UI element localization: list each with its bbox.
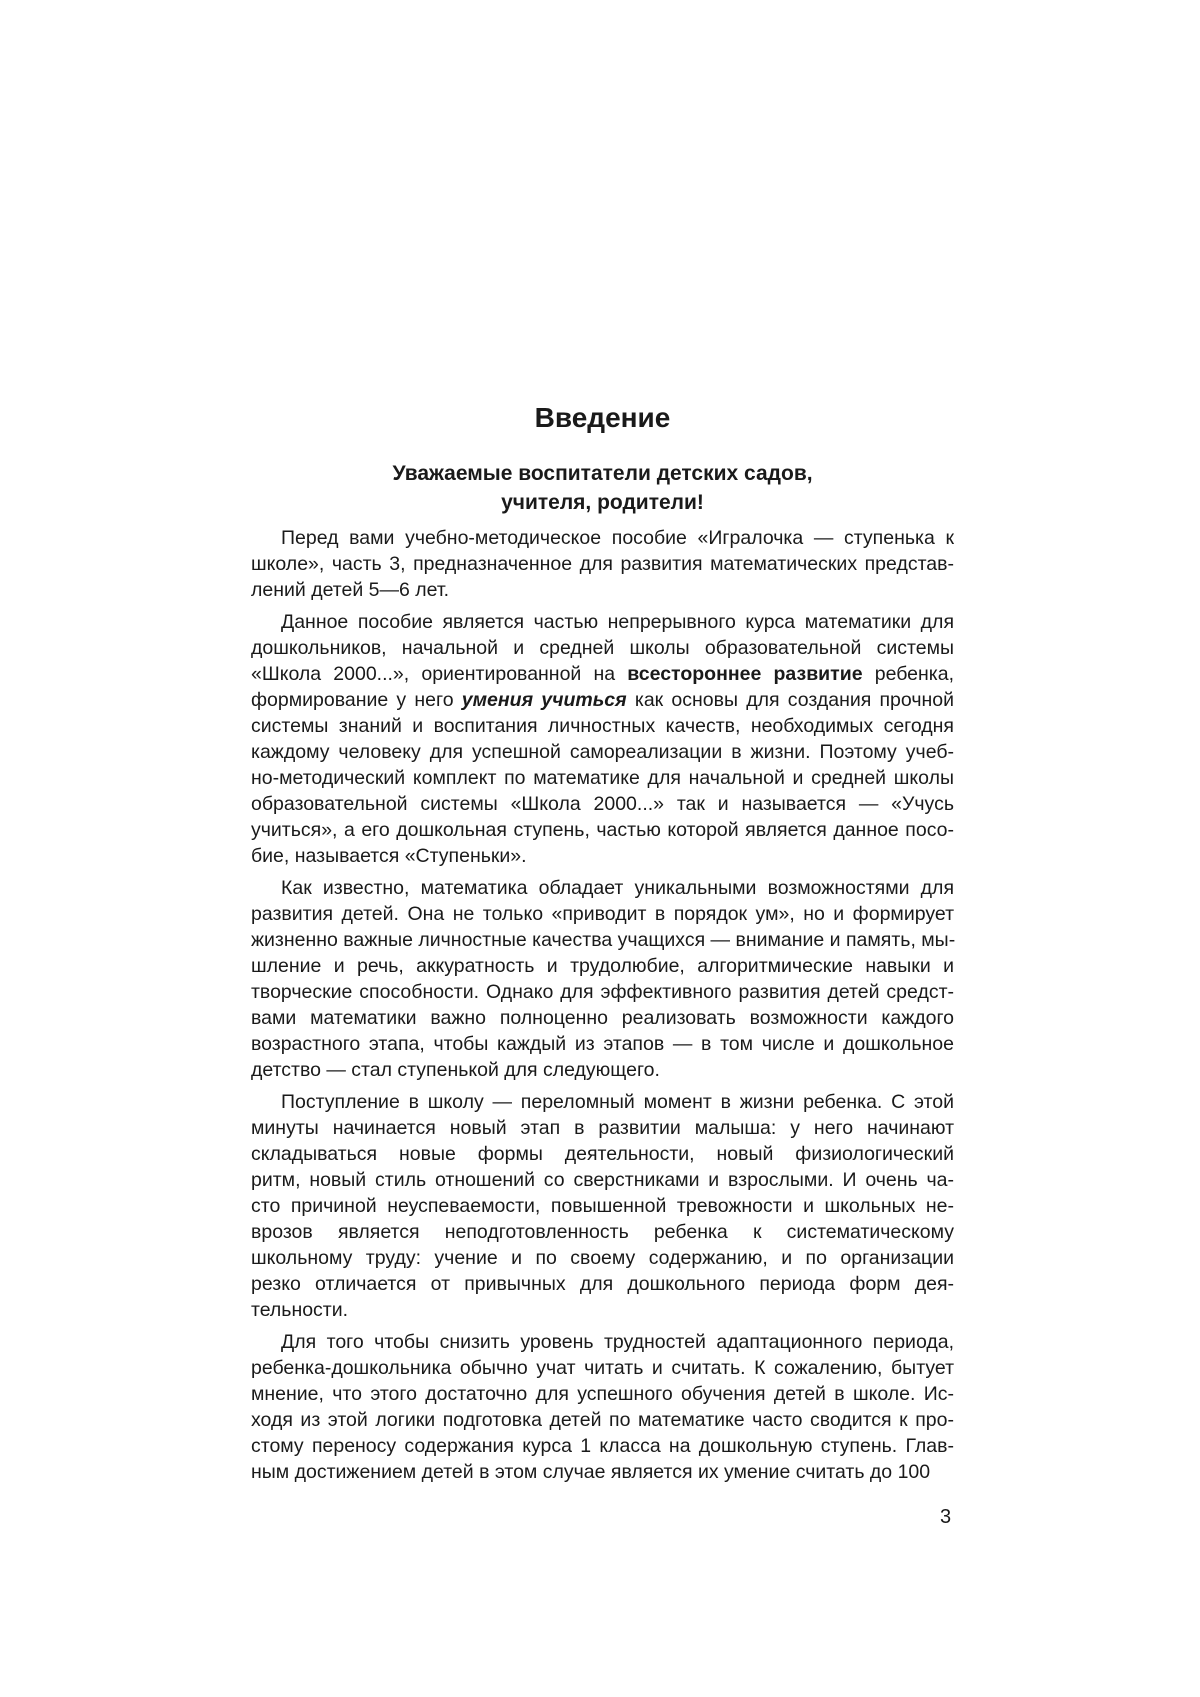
text-line [251, 1271, 954, 1297]
text-line [251, 1167, 954, 1193]
text-line [251, 1459, 954, 1485]
text-line [251, 1433, 954, 1459]
greeting-heading-line: Уважаемые воспитатели детских садов, [392, 462, 813, 485]
text-line [251, 817, 954, 843]
text-segment: «Школа 2000...», ориентированной на [251, 663, 628, 685]
body-text [251, 525, 954, 1485]
text-line [251, 1381, 954, 1407]
text-line [251, 843, 954, 869]
text-segment: бие, называется «Ступеньки». [251, 845, 527, 867]
text-segment: возрастного этапа, чтобы каждый из этапов — в том числе и дошкольное [251, 1033, 954, 1055]
text-segment: школьному труду: учение и по своему содержанию, и по организации [251, 1247, 954, 1269]
text-segment: жизненно важные личностные качества учащихся — внимание и память, мы- [251, 929, 956, 951]
text-line [251, 1005, 954, 1031]
text-line [251, 953, 954, 979]
text-line [251, 875, 954, 901]
text-segment: образовательной системы «Школа 2000...» так и называется — «Учусь [251, 793, 954, 815]
text-segment: складываться новые формы деятельности, новый физиологический [251, 1143, 954, 1165]
greeting-heading-line: учителя, родители! [501, 491, 704, 514]
text-line [251, 1141, 954, 1167]
text-line [251, 765, 954, 791]
paragraph [251, 875, 954, 1083]
text-line [251, 1031, 954, 1057]
text-segment: мнение, что этого достаточно для успешного обучения детей в школе. Ис- [251, 1383, 954, 1405]
text-segment: ходя из этой логики подготовка детей по математике часто сводится к про- [251, 1409, 954, 1431]
text-line [251, 927, 954, 953]
text-line [251, 551, 954, 577]
text-line [251, 979, 954, 1005]
text-segment: дошкольников, начальной и средней школы образовательной системы [251, 637, 954, 659]
text-segment: Как известно, математика обладает уникальными возможностями для [281, 877, 954, 899]
text-segment: тельности. [251, 1299, 349, 1321]
page-number: 3 [940, 1506, 952, 1528]
text-segment: стому переносу содержания курса 1 класса на дошкольную ступень. Глав- [251, 1435, 954, 1457]
paragraph [251, 525, 954, 603]
text-segment: лений детей 5—6 лет. [251, 579, 450, 601]
text-line [251, 1193, 954, 1219]
text-segment: ребенка, [862, 663, 954, 685]
text-line [251, 739, 954, 765]
text-line [251, 1057, 954, 1083]
text-segment: Перед вами учебно-методическое пособие «Игралочка — ступенька к [281, 527, 954, 549]
text-segment: системы знаний и воспитания личностных качеств, необходимых сегодня [251, 715, 954, 737]
text-segment: развития детей. Она не только «приводит в порядок ум», но и формирует [251, 903, 954, 925]
text-line [251, 1115, 954, 1141]
text-line [251, 1329, 954, 1355]
text-segment: каждому человеку для успешной самореализации в жизни. Поэтому учеб- [251, 741, 954, 763]
text-segment: ным достижением детей в этом случае является их умение считать до 100 [251, 1461, 931, 1483]
text-segment: ребенка-дошкольника обычно учат читать и считать. К сожалению, бытует [251, 1357, 954, 1379]
text-segment: как основы для создания прочной [626, 689, 954, 711]
text-segment: ритм, новый стиль отношений со сверстниками и взрослыми. И очень ча- [251, 1169, 954, 1191]
text-segment: резко отличается от привычных для дошкольного периода форм дея- [251, 1273, 954, 1295]
text-line [251, 1219, 954, 1245]
text-line [251, 1245, 954, 1271]
text-line [251, 687, 954, 713]
text-segment: творческие способности. Однако для эффективного развития детей средст- [251, 981, 954, 1003]
text-segment: школе», часть 3, предназначенное для развития математических представ- [251, 553, 954, 575]
text-segment: вами математики важно полноценно реализовать возможности каждого [251, 1007, 954, 1029]
page-title: Введение [534, 402, 671, 433]
text-segment: учиться», а его дошкольная ступень, частью которой является данное посо- [251, 819, 954, 841]
text-line [251, 901, 954, 927]
text-line [251, 609, 954, 635]
text-line [251, 577, 954, 603]
bold-text: всестороннее развитие [627, 663, 863, 685]
paragraph [251, 609, 954, 869]
text-line [251, 791, 954, 817]
bold-italic-text: умения учиться [461, 689, 627, 711]
text-line [251, 1089, 954, 1115]
text-line [251, 713, 954, 739]
text-line [251, 1355, 954, 1381]
text-segment: шление и речь, аккуратность и трудолюбие, алгоритмические навыки и [251, 955, 954, 977]
text-segment: Данное пособие является частью непрерывного курса математики для [281, 611, 954, 633]
document-page [251, 400, 954, 1491]
text-segment: детство — стал ступенькой для следующего. [251, 1059, 660, 1081]
paragraph [251, 1329, 954, 1485]
text-segment: сто причиной неуспеваемости, повышенной тревожности и школьных не- [251, 1195, 954, 1217]
text-line [251, 661, 954, 687]
greeting-heading [251, 459, 954, 517]
text-segment: Для того чтобы снизить уровень трудностей адаптационного периода, [281, 1331, 954, 1353]
text-segment: но-методический комплект по математике для начальной и средней школы [251, 767, 954, 789]
text-line [251, 635, 954, 661]
text-line [251, 1407, 954, 1433]
text-line [251, 525, 954, 551]
text-segment: врозов является неподготовленность ребенка к систематическому [251, 1221, 954, 1243]
paragraph [251, 1089, 954, 1323]
text-segment: минуты начинается новый этап в развитии малыша: у него начинают [251, 1117, 954, 1139]
text-line [251, 1297, 954, 1323]
text-segment: формирование у него [251, 689, 462, 711]
text-segment: Поступление в школу — переломный момент в жизни ребенка. С этой [281, 1091, 954, 1113]
